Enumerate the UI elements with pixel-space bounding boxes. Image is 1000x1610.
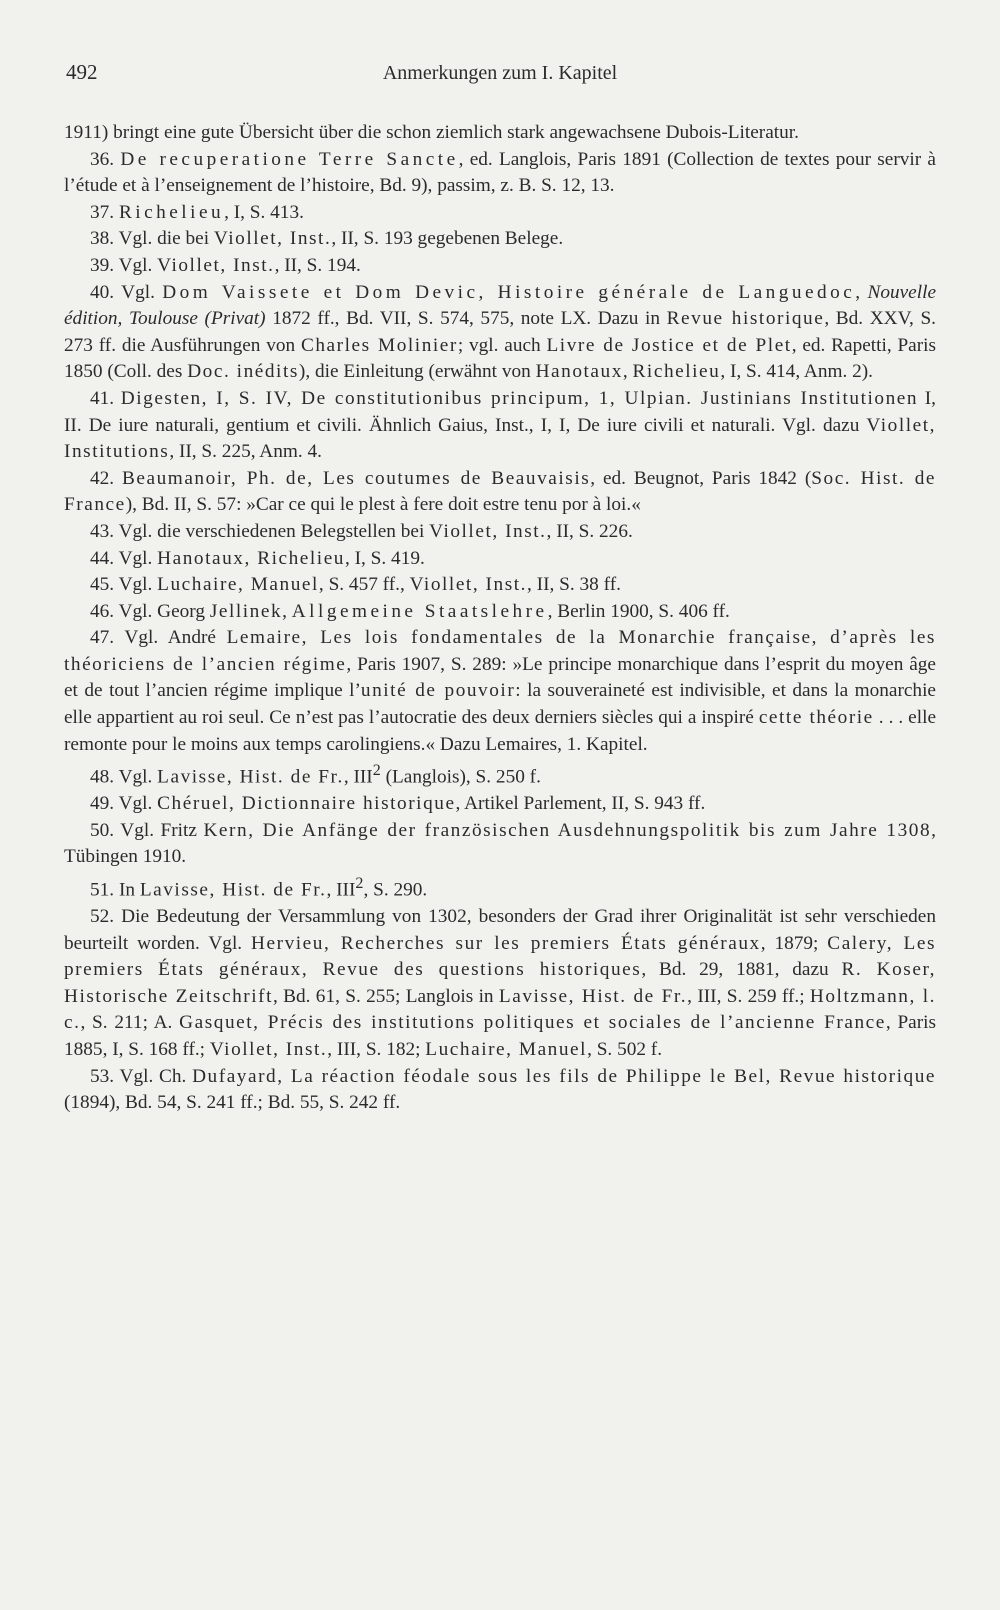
superscript: 2 <box>355 875 364 893</box>
spaced-title: Beaumanoir, Ph. de, Les coutumes de Beauvaisis <box>122 467 591 489</box>
italic-text: Nouvelle édition, Toulouse (Privat) <box>64 281 937 330</box>
text: Vgl. Ch. <box>119 1065 193 1087</box>
footnote-number: 43. <box>90 520 115 542</box>
text: , Bd. 61, S. 255; Langlois in <box>272 985 499 1007</box>
spaced-author: Hanotaux, Richelieu <box>157 547 345 569</box>
spaced-title: R. Koser, Historische Zeitschrift <box>64 959 937 1007</box>
footnote-46 <box>64 599 936 626</box>
spaced-author: Jellinek <box>209 600 283 622</box>
text: , Artikel Parlement, II, S. 943 ff. <box>455 793 706 815</box>
footnote-number: 53. <box>90 1065 115 1087</box>
text: , III <box>343 766 373 788</box>
text: , ed. Rapetti, Paris 1850 (Coll. des <box>64 334 937 383</box>
running-head: Anmerkungen zum I. Kapitel <box>382 62 618 84</box>
footnote-number: 41. <box>90 387 115 409</box>
spaced-title: Lavisse, Hist. de Fr. <box>139 879 327 901</box>
footnote-42 <box>64 466 936 519</box>
footnote-53 <box>64 1064 936 1117</box>
text: , II, S. 194. <box>274 254 361 276</box>
footnote-39 <box>64 253 936 280</box>
text: Vgl. <box>118 766 158 788</box>
text: , II, S. 226. <box>546 520 633 542</box>
text: Vgl. <box>121 281 163 303</box>
footnote-50 <box>64 818 936 871</box>
text: , III <box>326 879 356 901</box>
footnote-number: 46. <box>90 600 115 622</box>
text: , I, S. 414, Anm. 2). <box>720 361 873 383</box>
text: 1872 ff., Bd. VII, S. 574, 575, note LX. Dazu in <box>265 308 667 330</box>
spaced-author: Luchaire, Manuel <box>157 574 319 596</box>
text: Vgl. <box>118 793 158 815</box>
text: , Berlin 1900, S. 406 ff. <box>547 600 730 622</box>
text: , III, S. 182; <box>327 1039 426 1061</box>
text: Vgl. <box>118 254 158 276</box>
superscript: 2 <box>372 762 381 780</box>
spaced-title: Calery, Les premiers États généraux, Revue des questions historiques <box>64 932 936 981</box>
spaced-title: Gasquet, Précis des institutions politiques et sociales de l’ancienne France <box>179 1012 886 1034</box>
footnote-45 <box>64 572 936 599</box>
text: , 1879; <box>760 932 828 954</box>
spaced-title: Richelieu <box>632 361 721 383</box>
spaced-title: Lemaire, Les lois fondamentales de la Monarchie française, d’après les théoriciens de l’ancien régime <box>64 627 936 675</box>
footnote-52 <box>64 904 936 1064</box>
footnote-number: 42. <box>90 467 115 489</box>
text: ), die Einleitung (erwähnt von <box>298 361 536 383</box>
text: Vgl. die bei <box>118 228 214 250</box>
page-header <box>66 60 934 92</box>
text: (Langlois), S. 250 f. <box>380 766 541 788</box>
spaced-title: Chéruel, Dictionnaire historique <box>157 793 456 815</box>
spaced-author: Hanotaux <box>535 361 623 383</box>
spaced-author: Viollet, Inst. <box>209 1039 328 1061</box>
text: Die Bedeutung der Versammlung von 1302, besonders der Grad ihrer Originalität ist sehr verschieden beurteilt worden. Vgl. <box>64 906 936 954</box>
spaced-title: De recuperatione Terre Sancte <box>120 148 459 170</box>
text: , S. 457 ff., <box>318 574 410 596</box>
spaced-title: Dufayard, La réaction féodale sous les fils de Philippe le Bel, Revue historique <box>192 1065 936 1087</box>
text: , II, S. 38 ff. <box>527 574 621 596</box>
footnote-47 <box>64 625 936 758</box>
text: , II, S. 225, Anm. 4. <box>169 441 322 463</box>
footnote-number: 40. <box>90 281 115 303</box>
footnote-number: 51. <box>90 879 115 901</box>
footnotes-body <box>64 120 936 1117</box>
footnote-number: 36. <box>90 148 115 170</box>
spaced-title: Lavisse, Hist. de Fr. <box>498 985 688 1007</box>
text: , S. 211; A. <box>80 1012 180 1034</box>
text: , Paris 1907, S. 289: »Le principe monarchique dans l’esprit du moyen âge et de tout l’ancien régime implique l’ <box>64 653 936 702</box>
text: Vgl. Fritz <box>120 819 204 841</box>
spaced-author: Luchaire, Manuel <box>425 1039 588 1061</box>
footnote-36 <box>64 147 936 200</box>
footnote-38 <box>64 226 936 253</box>
text: ; vgl. auch <box>457 334 547 356</box>
text: , Bd. XXV, S. 273 ff. die Ausführungen von <box>64 308 936 356</box>
text: , Tübingen 1910. <box>64 819 936 868</box>
text: Vgl. <box>118 574 158 596</box>
footnote-number: 48. <box>90 766 115 788</box>
footnote-number: 45. <box>90 574 115 596</box>
text: , <box>622 361 633 383</box>
spaced-author: Viollet, Inst. <box>157 254 275 276</box>
spaced-title: Lavisse, Hist. de Fr. <box>157 766 344 788</box>
text: , S. 290. <box>363 879 428 901</box>
spaced-author: Charles Molinier <box>300 334 458 356</box>
text: : la souveraineté est indivisible, et dans la monarchie elle appartient au roi seul. Ce n’est pas l’autocratie des deux derniers siècles qui a inspiré <box>64 680 936 729</box>
text: I, II. De iure naturali, gentium et civili. Ähnlich Gaius, Inst., I, I, De iure civili et naturali. Vgl. dazu <box>64 387 936 436</box>
spaced-author: Viollet, Institutions <box>64 414 936 463</box>
footnote-49 <box>64 791 936 818</box>
footnote-number: 50. <box>90 819 115 841</box>
text: (1894), Bd. 54, S. 241 ff.; Bd. 55, S. 242 ff. <box>64 1092 401 1114</box>
text: , <box>855 281 868 303</box>
footnote-48 <box>64 758 936 791</box>
text: , I, S. 413. <box>224 201 304 223</box>
text: Vgl. André <box>124 627 227 649</box>
text: , <box>282 600 292 622</box>
text: Vgl. <box>118 547 158 569</box>
spaced-author: Viollet, Inst. <box>429 520 547 542</box>
text: , Bd. 29, 1881, dazu <box>641 959 842 981</box>
spaced-title: Kern, Die Anfänge der französischen Ausdehnungspolitik bis zum Jahre 1308 <box>203 819 932 841</box>
text: , ed. Beugnot, Paris 1842 ( <box>590 467 812 489</box>
spaced-title: Doc. inédits <box>187 361 299 383</box>
text: , I, S. 419. <box>344 547 425 569</box>
spaced-author: Viollet, Inst. <box>213 228 332 250</box>
footnote-number: 47. <box>90 627 115 649</box>
spaced-text: cette théorie <box>758 707 874 729</box>
footnote-number: 39. <box>90 254 115 276</box>
footnote-43 <box>64 519 936 546</box>
text: Vgl. die verschiedenen Belegstellen bei <box>118 520 430 542</box>
text: , II, S. 193 gegebenen Belege. <box>331 228 564 250</box>
spaced-title: Revue historique <box>666 308 825 330</box>
footnote-number: 37. <box>90 201 115 223</box>
page-number: 492 <box>66 60 98 84</box>
text: . . . elle remonte pour le moins aux temps carolingiens.« Dazu Lemaires, 1. Kapitel. <box>64 707 937 755</box>
spaced-author: Richelieu <box>118 201 225 223</box>
spaced-text: unité de pouvoir <box>360 680 516 702</box>
spaced-title: Digesten, I, S. IV, De constitutionibus principum, 1, Ulpian. Justinians Institutionen <box>120 387 919 409</box>
text: , III, S. 259 ff.; <box>687 985 810 1007</box>
footnote-number: 49. <box>90 793 115 815</box>
footnote-continuation <box>64 120 936 147</box>
text: In <box>118 879 140 901</box>
footnote-number: 44. <box>90 547 115 569</box>
text: , ed. Langlois, Paris 1891 (Collection de textes pour servir à l’étude et à l’enseignement de l’histoire, Bd. 9), passim, z. B. S. 12, 13. <box>64 148 936 197</box>
text: ), Bd. II, S. 57: »Car ce qui le plest à fere doit estre tenu por à loi.« <box>125 494 641 516</box>
spaced-title: Livre de Jostice et de Plet <box>546 334 792 356</box>
spaced-author: Viollet, Inst. <box>409 574 528 596</box>
text: , S. 502 f. <box>587 1039 663 1061</box>
spaced-author: Holtzmann, l. c. <box>64 985 936 1034</box>
footnote-41 <box>64 386 936 466</box>
footnote-37 <box>64 200 936 227</box>
footnote-44 <box>64 546 936 573</box>
text: 1911) bringt eine gute Übersicht über die schon ziemlich stark angewachsene Dubois-Literatur. <box>64 122 799 143</box>
spaced-title: Soc. Hist. de France <box>64 467 936 516</box>
footnote-number: 52. <box>90 906 115 928</box>
text: , Paris 1885, I, S. 168 ff.; <box>64 1012 937 1061</box>
spaced-title: Dom Vaissete et Dom Devic, Histoire générale de Languedoc <box>162 281 856 303</box>
spaced-title: Allgemeine Staatslehre <box>291 600 548 622</box>
spaced-title: Hervieu, Recherches sur les premiers États généraux <box>251 932 761 954</box>
footnote-51 <box>64 871 936 904</box>
text: Vgl. Georg <box>118 600 210 622</box>
footnote-number: 38. <box>90 228 115 250</box>
footnote-40 <box>64 280 936 386</box>
